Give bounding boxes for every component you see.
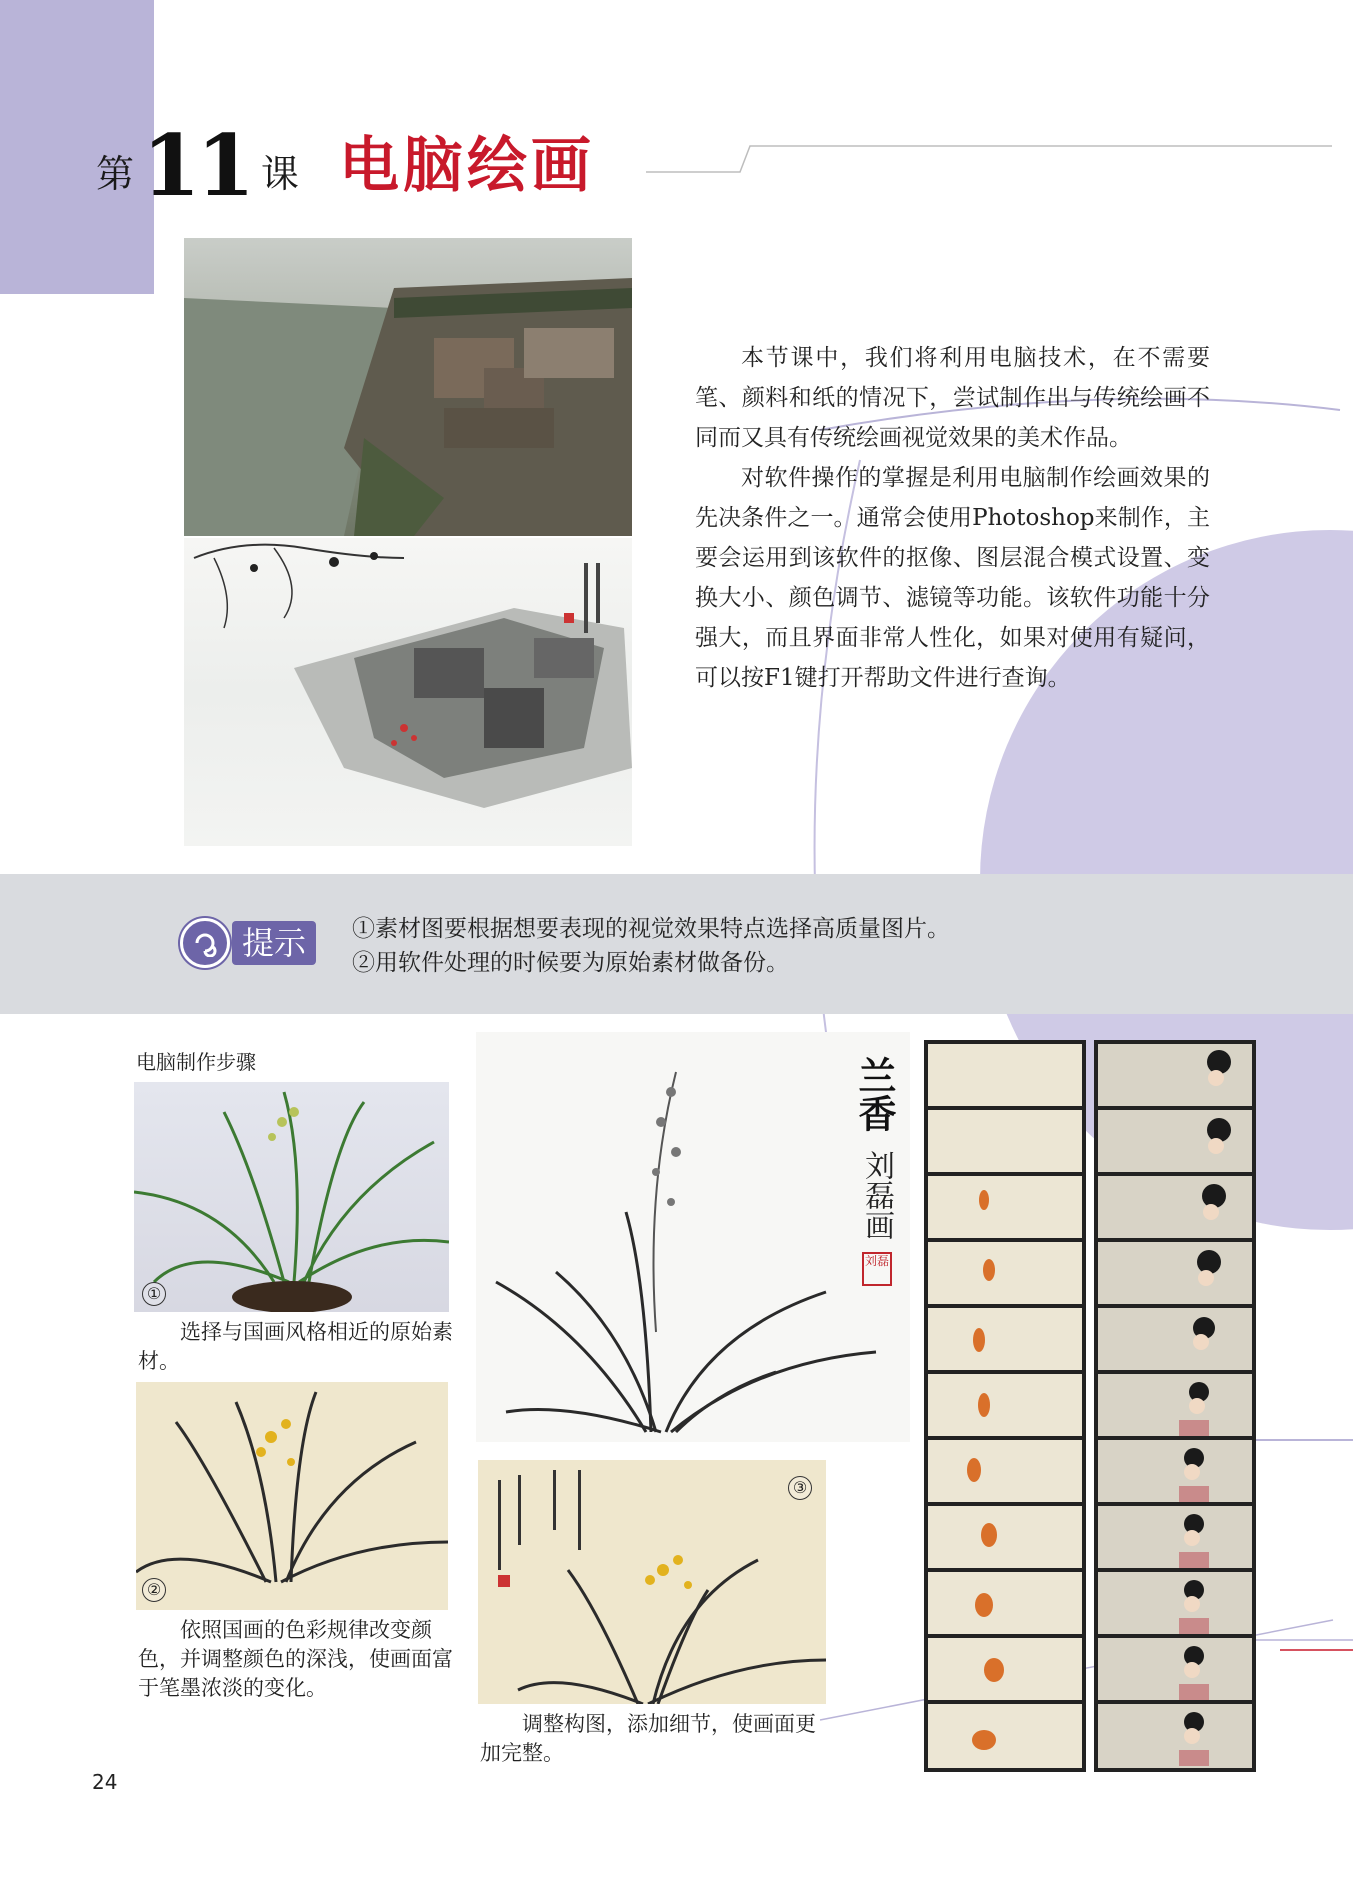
tip-badge	[180, 918, 316, 968]
ink-painting-image	[184, 538, 632, 846]
animation-strip-koi	[924, 1040, 1086, 1772]
step3-caption: 调整构图，添加细节，使画面更加完整。	[480, 1712, 816, 1765]
painting-artist: 刘磊画	[859, 1150, 894, 1240]
steps-heading: 电脑制作步骤	[136, 1050, 256, 1074]
lesson-title-text: 电脑绘画	[338, 131, 595, 201]
lesson-prefix: 第	[96, 152, 135, 196]
tip-line-2: ②用软件处理的时候要为原始素材做备份。	[352, 950, 789, 976]
village-photo	[184, 238, 632, 536]
step1-caption: 选择与国画风格相近的原始素材。	[138, 1320, 453, 1373]
step2-caption: 依照国画的色彩规律改变颜色，并调整颜色的深浅，使画面富于笔墨浓淡的变化。	[138, 1618, 453, 1700]
intro-paragraph-2: 对软件操作的掌握是利用电脑制作绘画效果的先决条件之一。通常会使用Photoshop来制作，主要会运用到该软件的抠像、图层混合模式设置、变换大小、颜色调节、滤镜等功能。该软件功能十分强大，而且界面非常人性化，如果对使用有疑问，可以按F1键打开帮助文件进行查询。	[695, 465, 1210, 691]
painting-title: 兰香	[852, 1056, 897, 1132]
tip-label: 提示	[232, 921, 316, 965]
lesson-suffix: 课	[260, 152, 299, 196]
painting-seal: 刘磊	[862, 1252, 892, 1286]
step1-number: ①	[142, 1282, 166, 1306]
page-number: 24	[92, 1770, 118, 1794]
step3-number: ③	[788, 1476, 812, 1500]
intro-text	[695, 338, 1210, 698]
step2-number: ②	[142, 1578, 166, 1602]
step3-image	[478, 1460, 826, 1704]
step1-image	[134, 1082, 449, 1312]
tip-icon	[180, 918, 230, 968]
step2-image	[136, 1382, 448, 1610]
tip-line-1: ①素材图要根据想要表现的视觉效果特点选择高质量图片。	[352, 916, 950, 942]
animation-strip-lady	[1094, 1040, 1256, 1772]
intro-paragraph-1: 本节课中，我们将利用电脑技术，在不需要笔、颜料和纸的情况下，尝试制作出与传统绘画不同而又具有传统绘画视觉效果的美术作品。	[695, 345, 1210, 451]
orchid-ink-painting	[476, 1032, 910, 1442]
lesson-title	[96, 116, 595, 215]
tip-text	[352, 912, 1252, 980]
lesson-number: 11	[142, 116, 251, 215]
